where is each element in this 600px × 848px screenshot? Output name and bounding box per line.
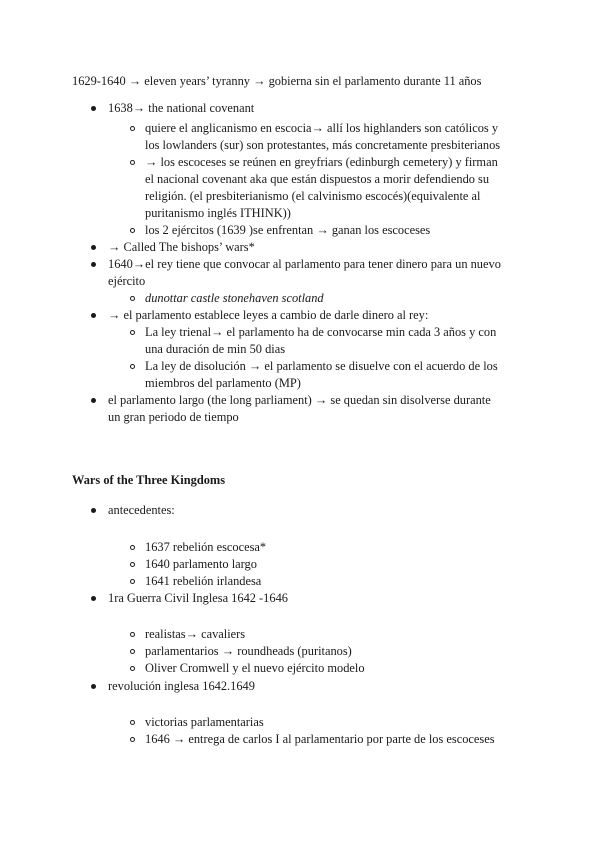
bullet-circle (130, 737, 135, 742)
list-item-leyes: → el parlamento establece leyes a cambio de darle dinero al rey: (108, 308, 429, 322)
sub-item-line: realistas→ cavaliers (145, 627, 246, 641)
sub-item-line: 1646 → entrega de carlos I al parlamentario por parte de los escoceses (145, 732, 495, 746)
sub-item-line: miembros del parlamento (MP) (145, 376, 301, 390)
bullet-dot (91, 596, 96, 601)
bullet-circle (130, 579, 135, 584)
sub-item-line: religión. (el presbiterianismo (el calvinismo escocés)(equivalente al (145, 189, 481, 203)
list-item-antecedentes: antecedentes: (108, 503, 175, 517)
bullet-circle (130, 126, 135, 131)
list-item-1640: 1640→el rey tiene que convocar al parlamento para tener dinero para un nuevo (108, 257, 501, 271)
list-item-covenant: 1638→ the national covenant (108, 101, 255, 115)
bullet-circle (130, 296, 135, 301)
sub-item-line: → los escoceses se reúnen en greyfriars (edinburgh cemetery) y firman (145, 155, 498, 169)
bullet-dot (91, 313, 96, 318)
bullet-dot (91, 245, 96, 250)
bullet-dot (91, 398, 96, 403)
sub-item-line: el nacional covenant aka que están dispuestos a morir defendiendo su (145, 172, 490, 186)
bullet-circle (130, 666, 135, 671)
bullet-circle (130, 160, 135, 165)
sub-item-line: parlamentarios → roundheads (puritanos) (145, 644, 352, 658)
sub-item-line: 1641 rebelión irlandesa (145, 574, 262, 588)
sub-item-line: los 2 ejércitos (1639 )se enfrentan → ganan los escoceses (145, 223, 431, 237)
list-item-long-parliament-cont: un gran periodo de tiempo (108, 410, 239, 424)
list-item-1640-cont: ejército (108, 274, 146, 288)
sub-item-line: La ley trienal→ el parlamento ha de convocarse min cada 3 años y con (145, 325, 497, 339)
list-item-civil-war: 1ra Guerra Civil Inglesa 1642 -1646 (108, 591, 288, 605)
sub-item-line: Oliver Cromwell y el nuevo ejército modelo (145, 661, 365, 675)
sub-item-line: 1640 parlamento largo (145, 557, 257, 571)
bullet-dot (91, 508, 96, 513)
sub-item-line: La ley de disolución → el parlamento se disuelve con el acuerdo de los (145, 359, 498, 373)
bullet-circle (130, 545, 135, 550)
bullet-circle (130, 364, 135, 369)
list-item-long-parliament: el parlamento largo (the long parliament) → se quedan sin disolverse durante (108, 393, 491, 407)
bullet-dot (91, 106, 96, 111)
intro-line: 1629-1640 → eleven years’ tyranny → gobierna sin el parlamento durante 11 años (72, 74, 482, 88)
bullet-circle (130, 330, 135, 335)
section-heading: Wars of the Three Kingdoms (72, 473, 226, 487)
list-item-revolucion: revolución inglesa 1642.1649 (108, 679, 255, 693)
bullet-circle (130, 720, 135, 725)
bullet-circle (130, 562, 135, 567)
bullet-circle (130, 632, 135, 637)
sub-item-line: los lowlanders (sur) son protestantes, más concretamente presbiterianos (145, 138, 501, 152)
sub-item-line: dunottar castle stonehaven scotland (145, 291, 324, 305)
sub-item-line: quiere el anglicanismo en escocia→ allí los highlanders son católicos y (145, 121, 499, 135)
bullet-circle (130, 649, 135, 654)
sub-item-line: 1637 rebelión escocesa* (145, 540, 267, 554)
sub-item-line: una duración de min 50 dias (145, 342, 286, 356)
sub-item-line: puritanismo inglés ITHINK)) (145, 206, 291, 220)
bullet-circle (130, 228, 135, 233)
bullet-dot (91, 684, 96, 689)
bullet-dot (91, 262, 96, 267)
list-item-bishops-wars: → Called The bishops’ wars* (108, 240, 255, 254)
sub-item-line: victorias parlamentarias (145, 715, 264, 729)
